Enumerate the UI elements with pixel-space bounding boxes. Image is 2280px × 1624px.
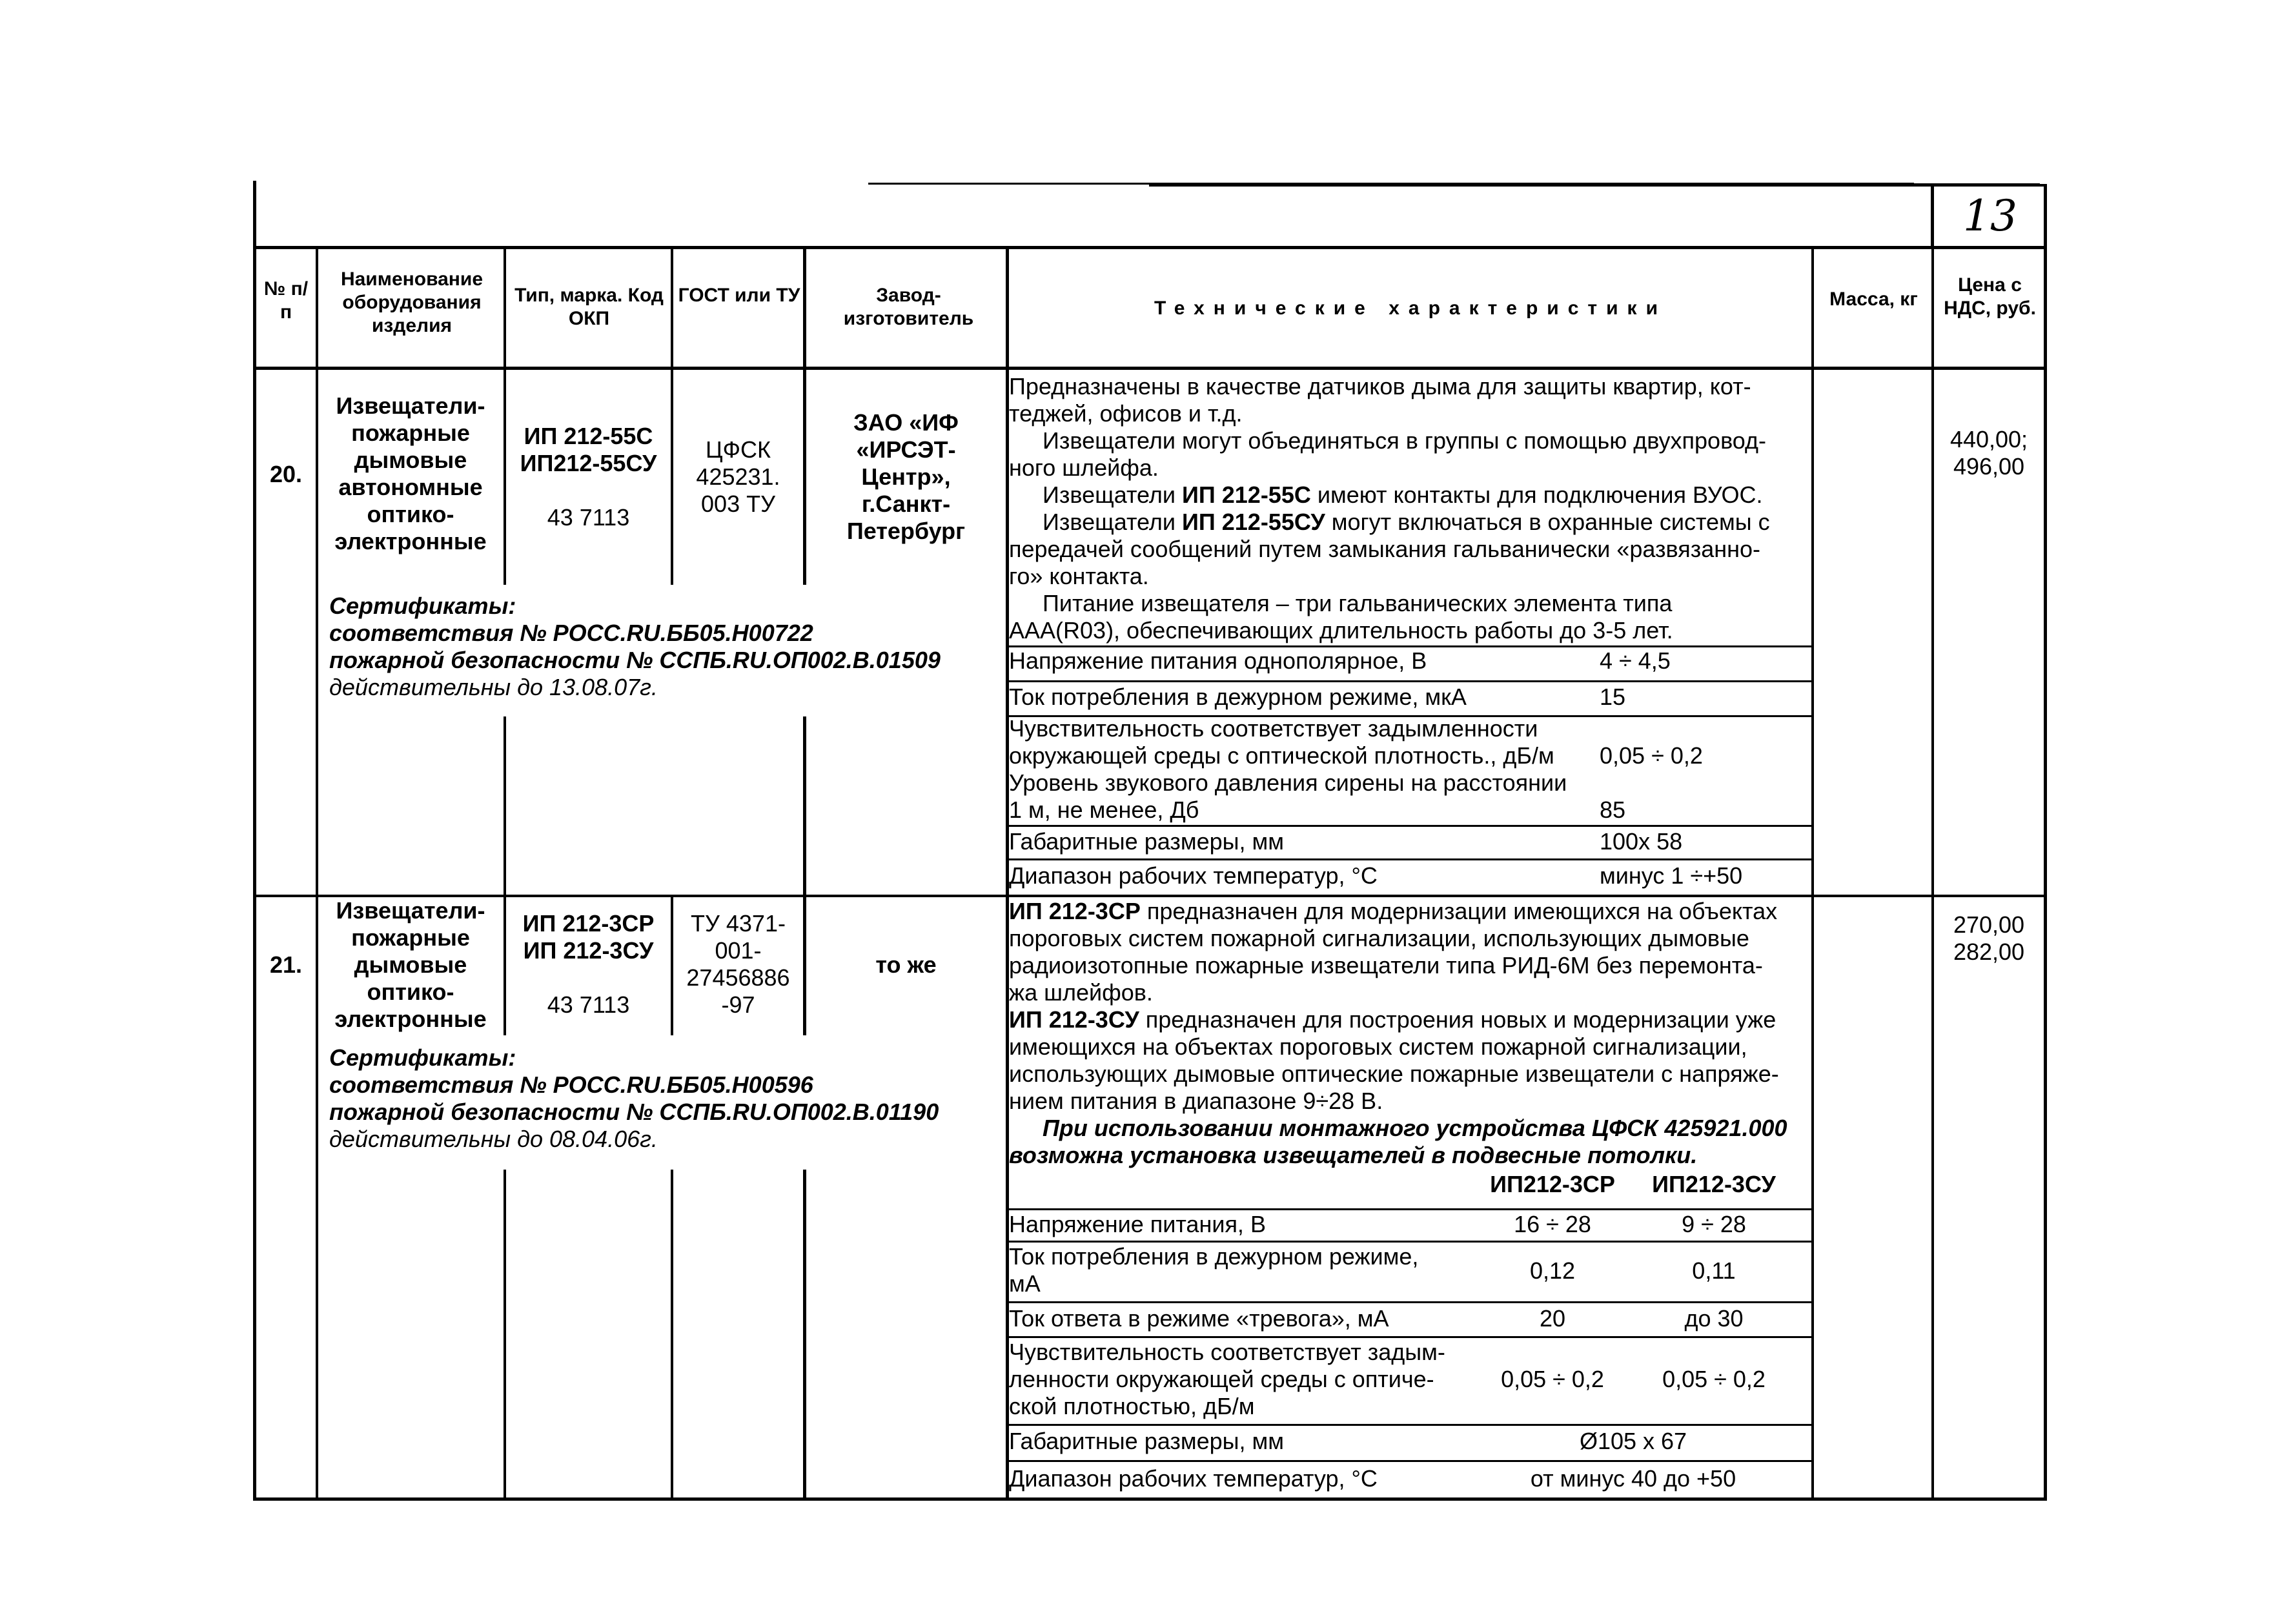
- col-line-3c: [671, 1170, 673, 1499]
- spec-label: 1 м, не менее, Дб: [1009, 797, 1199, 823]
- row21-gost-line: 27456886: [686, 964, 790, 991]
- header-bottom-line: [253, 367, 2046, 370]
- left-border: [253, 181, 256, 1501]
- desc-line: [1009, 482, 1809, 509]
- spec-rule: [1009, 825, 1811, 827]
- spec-value-a: 0,05 ÷ 0,2: [1501, 1366, 1604, 1392]
- spec-value-b: 9 ÷ 28: [1682, 1211, 1746, 1237]
- spec-col-b-header: ИП212-3СУ: [1652, 1171, 1776, 1197]
- desc-line: ного шлейфа.: [1009, 454, 1159, 481]
- row20-maker-line: Петербург: [846, 518, 966, 544]
- row20-gost: [673, 436, 803, 518]
- desc-text: могут включаться в охранные системы с: [1325, 509, 1770, 535]
- header-mass: Масса, кг: [1829, 289, 1918, 310]
- spec-value-a: 16 ÷ 28: [1514, 1211, 1591, 1237]
- row21-gost-line: -97: [721, 991, 755, 1018]
- spec-value: 15: [1600, 684, 1626, 710]
- spec-label: окружающей среды с оптической плотность., дБ/м: [1009, 742, 1554, 769]
- mount-note: возможна установка извещателей в подвесные потолки.: [1009, 1142, 1698, 1168]
- spec-value-b: до 30: [1684, 1305, 1744, 1332]
- row20-name-line: электронные: [334, 528, 487, 554]
- row21-name-line: дымовые: [354, 951, 467, 978]
- row21-gost-line: 001-: [715, 937, 762, 964]
- desc-line: нием питания в диапазоне 9÷28 В.: [1009, 1088, 1383, 1114]
- page-number: 13: [1963, 191, 2017, 241]
- desc-line: жа шлейфов.: [1009, 979, 1153, 1006]
- spec-label: Чувствительность соответствует задым-: [1009, 1339, 1445, 1365]
- spec-value-a: 0,12: [1529, 1257, 1576, 1284]
- desc-text: имеют контакты для подключения ВУОС.: [1310, 482, 1763, 508]
- spec-label: Чувствительность соответствует задымленности: [1009, 715, 1538, 742]
- row20-maker: [806, 409, 1006, 545]
- spec-value: 85: [1600, 797, 1626, 823]
- row20-type-line: ИП212-55СУ: [520, 450, 657, 476]
- row20-maker-line: г.Санкт-: [861, 491, 951, 517]
- col-line-2a: [504, 246, 506, 585]
- row20-name-line: пожарные: [351, 420, 470, 446]
- header-specs: Технические характеристики: [1154, 298, 1667, 319]
- col-line-4b: [803, 716, 806, 896]
- row20-gost-line: 003 ТУ: [701, 491, 775, 517]
- row20-type-line: [506, 477, 671, 504]
- row21-gost-line: ТУ 4371-: [691, 910, 786, 937]
- desc-line: го» контакта.: [1009, 563, 1149, 589]
- right-border: [2044, 184, 2047, 1501]
- desc-line: имеющихся на объектах пороговых систем пожарной сигнализации,: [1009, 1033, 1747, 1060]
- desc-line: радиоизотопные пожарные извещатели типа РИД-6М без перемонта-: [1009, 952, 1763, 979]
- row20-maker-line: ЗАО «ИФ: [853, 409, 959, 436]
- spec-label: ской плотностью, дБ/м: [1009, 1393, 1255, 1419]
- desc-text: Извещатели: [1043, 509, 1182, 535]
- col-line-2b: [504, 716, 506, 896]
- cert-title: Сертификаты:: [329, 593, 516, 619]
- row21-type: [506, 910, 671, 1019]
- spec-label: Габаритные размеры, мм: [1009, 1428, 1285, 1454]
- pagenum-box-top: [1933, 184, 2046, 187]
- row20-name: [318, 392, 504, 555]
- header-price: Цена с НДС, руб.: [1944, 274, 2036, 319]
- header-maker: Завод-изготовитель: [843, 285, 974, 329]
- spec-rule: [1009, 1460, 1811, 1462]
- header-gost: ГОСТ или ТУ: [678, 285, 800, 306]
- spec-rule: [1009, 1241, 1811, 1243]
- row20-maker-line: «ИРСЭТ-: [856, 436, 956, 463]
- row20-price-line: 496,00: [1953, 453, 2025, 480]
- spec-rule: [1009, 858, 1811, 860]
- header-name: Наименование оборудования изделия: [340, 269, 483, 336]
- desc-line: ААА(R03), обеспечивающих длительность работы до 3-5 лет.: [1009, 617, 1673, 644]
- row21-name: [318, 897, 504, 1033]
- row20-okp-code: 43 7113: [547, 504, 630, 531]
- cert-title: Сертификаты:: [329, 1044, 516, 1071]
- spec-value-a: 20: [1539, 1305, 1566, 1332]
- cert-validity: действительны до 13.08.07г.: [329, 674, 658, 700]
- row20-number: 20.: [269, 461, 303, 487]
- row20-name-line: Извещатели-: [336, 392, 485, 419]
- spec-rule: [1009, 1301, 1811, 1303]
- desc-line: [1009, 1006, 1809, 1033]
- desc-line: Предназначены в качестве датчиков дыма для защиты квартир, кот-: [1009, 373, 1751, 400]
- desc-line: теджей, офисов и т.д.: [1009, 400, 1243, 427]
- row20-price: [1934, 426, 2044, 480]
- row20-name-line: автономные: [338, 474, 483, 500]
- spec-value-b: 0,11: [1692, 1257, 1736, 1284]
- row21-gost: [673, 910, 803, 1019]
- row21-certificates: [329, 1044, 1001, 1153]
- col-line-2d: [504, 1170, 506, 1499]
- row20-description: [1009, 373, 1809, 644]
- desc-line: [1009, 509, 1809, 536]
- spec-label: Напряжение питания, В: [1009, 1211, 1266, 1237]
- desc-model: ИП 212-55СУ: [1182, 509, 1325, 535]
- spec-label: Ток потребления в дежурном режиме, мкА: [1009, 684, 1467, 710]
- row20-name-line: оптико-: [367, 501, 454, 527]
- spec-rule: [1009, 1336, 1811, 1338]
- row20-type-line: ИП 212-55С: [524, 423, 653, 449]
- spec-value: 0,05 ÷ 0,2: [1600, 742, 1703, 769]
- desc-line: Извещатели могут объединяться в группы с помощью двухпровод-: [1043, 427, 1767, 454]
- row20-type: [506, 423, 671, 531]
- cert-conformity: соответствия № РОСС.RU.ББ05.Н00596: [329, 1071, 813, 1098]
- row21-type-line: ИП 212-3СУ: [523, 937, 654, 964]
- row20-price-line: 440,00;: [1949, 426, 2028, 452]
- spec-label: Диапазон рабочих температур, °С: [1009, 1465, 1378, 1492]
- spec-rule: [1009, 1424, 1811, 1426]
- row21-price-line: 282,00: [1953, 939, 2025, 965]
- row20-gost-line: 425231.: [696, 463, 780, 490]
- spec-label: Габаритные размеры, мм: [1009, 828, 1285, 855]
- mount-note: При использовании монтажного устройства ЦФСК 425921.000: [1043, 1115, 1787, 1141]
- desc-line: передачей сообщений путем замыкания гальванически «развязанно-: [1009, 536, 1761, 562]
- desc-model: ИП 212-3СР: [1009, 898, 1141, 924]
- header-top-line: [253, 246, 2046, 249]
- row21-type-line: [506, 964, 671, 991]
- desc-line: [1009, 898, 1809, 925]
- top-rule-thick: [1149, 183, 2040, 187]
- desc-text: предназначен для модернизации имеющихся на объектах: [1140, 898, 1778, 924]
- desc-model: ИП 212-55С: [1182, 482, 1311, 508]
- row21-number: 21.: [269, 951, 303, 978]
- spec-label: ленности окружающей среды с оптиче-: [1009, 1366, 1434, 1392]
- spec-value-b: 0,05 ÷ 0,2: [1662, 1366, 1766, 1392]
- desc-model: ИП 212-3СУ: [1009, 1006, 1139, 1033]
- desc-text: Извещатели: [1043, 482, 1182, 508]
- row20-name-line: дымовые: [354, 447, 467, 473]
- col-line-3a: [671, 246, 673, 585]
- header-num: № п/п: [263, 278, 309, 323]
- row20-certificates: [329, 593, 1001, 701]
- cert-conformity: соответствия № РОСС.RU.ББ05.Н00722: [329, 620, 813, 646]
- header-type: Тип, марка. Код ОКП: [514, 285, 664, 329]
- spec-label: Ток ответа в режиме «тревога», мА: [1009, 1305, 1389, 1332]
- cert-fire-safety: пожарной безопасности № ССПБ.RU.ОП002.В.01509: [329, 647, 941, 673]
- col-line-4d: [803, 1170, 806, 1499]
- desc-text: предназначен для построения новых и модернизации уже: [1139, 1006, 1776, 1033]
- row20-gost-line: ЦФСК: [706, 436, 771, 463]
- desc-line: Питание извещателя – три гальванических элемента типа: [1043, 590, 1673, 616]
- spec-label: Уровень звукового давления сирены на расстоянии: [1009, 769, 1567, 796]
- row21-name-line: электронные: [334, 1006, 487, 1032]
- spec-rule: [1009, 1208, 1811, 1210]
- row21-name-line: оптико-: [367, 979, 454, 1005]
- spec-label: Напряжение питания однополярное, В: [1009, 647, 1427, 674]
- spec-rule: [1009, 680, 1811, 682]
- cert-validity: действительны до 08.04.06г.: [329, 1126, 658, 1152]
- row21-name-line: пожарные: [351, 924, 470, 951]
- row21-price-line: 270,00: [1953, 911, 2025, 938]
- row-separator: [253, 895, 2046, 897]
- spec-value: 100х 58: [1600, 828, 1683, 855]
- row21-price: [1934, 911, 2044, 966]
- spec-col-a-header: ИП212-3СР: [1490, 1171, 1615, 1197]
- cert-fire-safety: пожарной безопасности № ССПБ.RU.ОП002.В.01190: [329, 1099, 939, 1125]
- bottom-border: [253, 1497, 2046, 1501]
- col-line-6: [1811, 246, 1814, 1501]
- row21-description: [1009, 898, 1809, 1169]
- row21-maker: то же: [875, 951, 937, 978]
- spec-label: Ток потребления в дежурном режиме,: [1009, 1243, 1419, 1270]
- spec-label: мА: [1009, 1270, 1041, 1297]
- row21-type-line: ИП 212-3СР: [522, 910, 655, 937]
- spec-value-ab: от минус 40 до +50: [1530, 1465, 1736, 1492]
- spec-label: Диапазон рабочих температур, °С: [1009, 862, 1378, 889]
- row21-name-line: Извещатели-: [336, 897, 485, 924]
- spec-value: минус 1 ÷+50: [1600, 862, 1743, 889]
- pagenum-box-left: [1931, 186, 1934, 247]
- spec-value-ab: Ø105 х 67: [1579, 1428, 1687, 1454]
- row20-maker-line: Центр»,: [861, 463, 951, 490]
- desc-line: пороговых систем пожарной сигнализации, использующих дымовые: [1009, 925, 1749, 951]
- row21-okp-code: 43 7113: [547, 991, 630, 1018]
- spec-value: 4 ÷ 4,5: [1600, 647, 1671, 674]
- desc-line: использующих дымовые оптические пожарные извещатели с напряже-: [1009, 1061, 1779, 1087]
